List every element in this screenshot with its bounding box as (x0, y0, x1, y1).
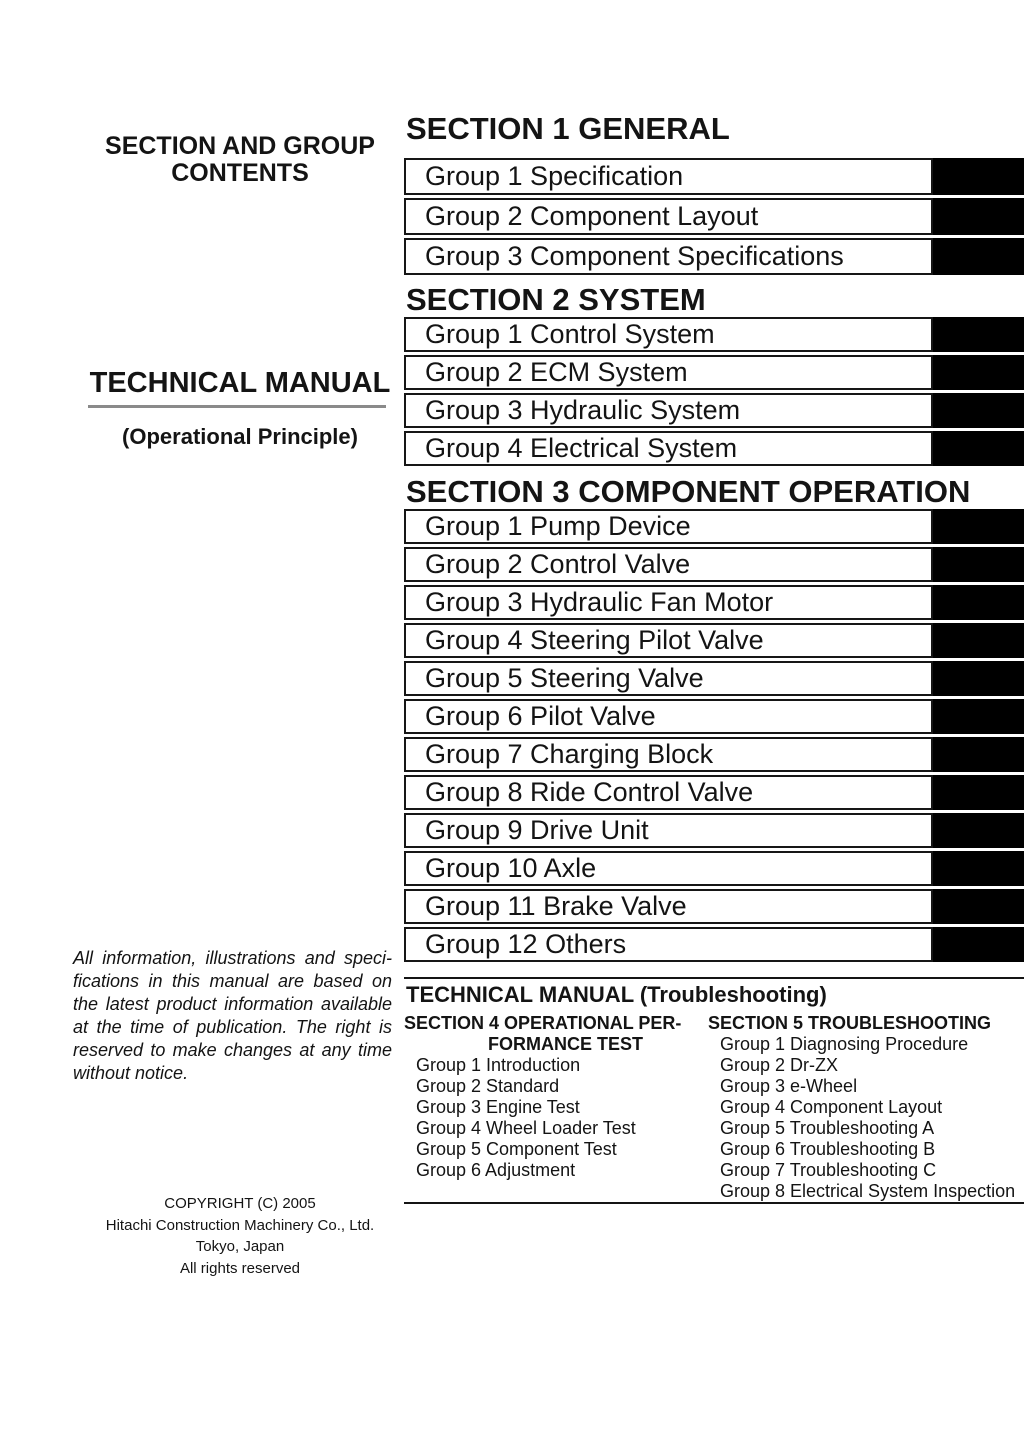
troubleshooting-title: TECHNICAL MANUAL (Troubleshooting) (406, 982, 827, 1007)
group-row-label: Group 1 Pump Device (404, 509, 933, 544)
toc-item: Group 2 Dr-ZX (720, 1055, 839, 1075)
group-row (404, 699, 1024, 734)
group-row-label: Group 2 Component Layout (404, 198, 933, 235)
group-row (404, 355, 1024, 390)
group-index-tab (933, 889, 1024, 924)
section-2-heading: SECTION 2 SYSTEM (406, 282, 706, 317)
group-row-label: Group 3 Component Specifications (404, 238, 933, 275)
section-4-heading-line1: SECTION 4 OPERATIONAL PER- (404, 1013, 682, 1033)
group-row-label: Group 8 Ride Control Valve (404, 775, 933, 810)
group-row (404, 623, 1024, 658)
group-row-label: Group 3 Hydraulic System (404, 393, 933, 428)
group-index-tab (933, 431, 1024, 466)
group-row (404, 737, 1024, 772)
toc-item: Group 4 Component Layout (720, 1097, 943, 1117)
group-row-label: Group 11 Brake Valve (404, 889, 933, 924)
sections-column (404, 112, 1024, 1204)
copyright-line: All rights reserved (179, 1259, 301, 1277)
group-index-tab (933, 927, 1024, 962)
group-index-tab (933, 623, 1024, 658)
group-row (404, 661, 1024, 696)
toc-item: Group 2 Standard (416, 1076, 560, 1096)
group-row-label: Group 6 Pilot Valve (404, 699, 933, 734)
copyright-block (70, 1193, 410, 1279)
toc-item: Group 5 Troubleshooting A (720, 1118, 935, 1138)
group-index-tab (933, 158, 1024, 195)
group-row (404, 238, 1024, 275)
group-row-label: Group 1 Control System (404, 317, 933, 352)
manual-subtitle: (Operational Principle) (122, 424, 358, 449)
group-row (404, 851, 1024, 886)
group-row (404, 889, 1024, 924)
group-row-label: Group 1 Specification (404, 158, 933, 195)
toc-item: Group 6 Adjustment (416, 1160, 576, 1180)
section-4-column (404, 1013, 706, 1202)
group-index-tab (933, 393, 1024, 428)
group-index-tab (933, 317, 1024, 352)
group-index-tab (933, 699, 1024, 734)
group-row (404, 927, 1024, 962)
copyright-line: Tokyo, Japan (195, 1238, 285, 1255)
section-5-column (706, 1013, 1024, 1202)
toc-item: Group 7 Troubleshooting C (720, 1160, 937, 1180)
section-1-heading: SECTION 1 GENERAL (406, 111, 730, 146)
disclaimer-text (73, 947, 392, 1085)
toc-item: Group 8 Electrical System Inspection (720, 1181, 1016, 1201)
disclaimer-line: at the time of publication. The right is (73, 1017, 392, 1037)
disclaimer-line: All information, illustrations and speci- (73, 948, 392, 968)
group-row (404, 431, 1024, 466)
manual-title-divider (88, 405, 386, 408)
copyright-line: Hitachi Construction Machinery Co., Ltd. (105, 1216, 375, 1234)
group-index-tab (933, 661, 1024, 696)
toc-item: Group 3 e-Wheel (720, 1076, 858, 1096)
group-row-label: Group 2 ECM System (404, 355, 933, 390)
toc-item: Group 3 Engine Test (416, 1097, 580, 1117)
troubleshooting-columns (404, 1013, 1024, 1202)
toc-item: Group 1 Introduction (416, 1055, 581, 1075)
group-row (404, 158, 1024, 195)
toc-item: Group 6 Troubleshooting B (720, 1139, 936, 1159)
group-index-tab (933, 238, 1024, 275)
group-row-label: Group 5 Steering Valve (404, 661, 933, 696)
toc-item: Group 5 Component Test (416, 1139, 617, 1159)
group-index-tab (933, 355, 1024, 390)
group-row-label: Group 10 Axle (404, 851, 933, 886)
disclaimer-line: fications in this manual are based on (73, 971, 392, 991)
group-row-label: Group 4 Electrical System (404, 431, 933, 466)
group-row-label: Group 12 Others (404, 927, 933, 962)
troubleshooting-block (404, 977, 1024, 1204)
group-index-tab (933, 775, 1024, 810)
group-index-tab (933, 198, 1024, 235)
manual-title: TECHNICAL MANUAL (89, 367, 391, 399)
group-row-label: Group 9 Drive Unit (404, 813, 933, 848)
disclaimer-line: reserved to make changes at any time (73, 1040, 392, 1060)
group-row (404, 775, 1024, 810)
copyright-line: COPYRIGHT (C) 2005 (164, 1195, 316, 1212)
group-row (404, 317, 1024, 352)
group-index-tab (933, 851, 1024, 886)
section-5-heading: SECTION 5 TROUBLESHOOTING (708, 1013, 992, 1033)
section-3-heading: SECTION 3 COMPONENT OPERATION (406, 474, 971, 509)
group-row-label: Group 4 Steering Pilot Valve (404, 623, 933, 658)
disclaimer-line: the latest product information available (73, 994, 392, 1014)
group-row (404, 393, 1024, 428)
group-row (404, 547, 1024, 582)
group-index-tab (933, 509, 1024, 544)
group-row-label: Group 2 Control Valve (404, 547, 933, 582)
group-index-tab (933, 813, 1024, 848)
toc-item: Group 1 Diagnosing Procedure (720, 1034, 969, 1054)
disclaimer-line: without notice. (73, 1063, 189, 1083)
group-row-label: Group 7 Charging Block (404, 737, 933, 772)
group-row (404, 813, 1024, 848)
group-row-label: Group 3 Hydraulic Fan Motor (404, 585, 933, 620)
group-row (404, 509, 1024, 544)
section-4-heading-line2: FORMANCE TEST (488, 1034, 643, 1054)
group-index-tab (933, 547, 1024, 582)
toc-item: Group 4 Wheel Loader Test (416, 1118, 636, 1138)
contents-heading: SECTION AND GROUP CONTENTS (105, 132, 375, 187)
group-index-tab (933, 585, 1024, 620)
group-row (404, 585, 1024, 620)
group-row (404, 198, 1024, 235)
group-index-tab (933, 737, 1024, 772)
